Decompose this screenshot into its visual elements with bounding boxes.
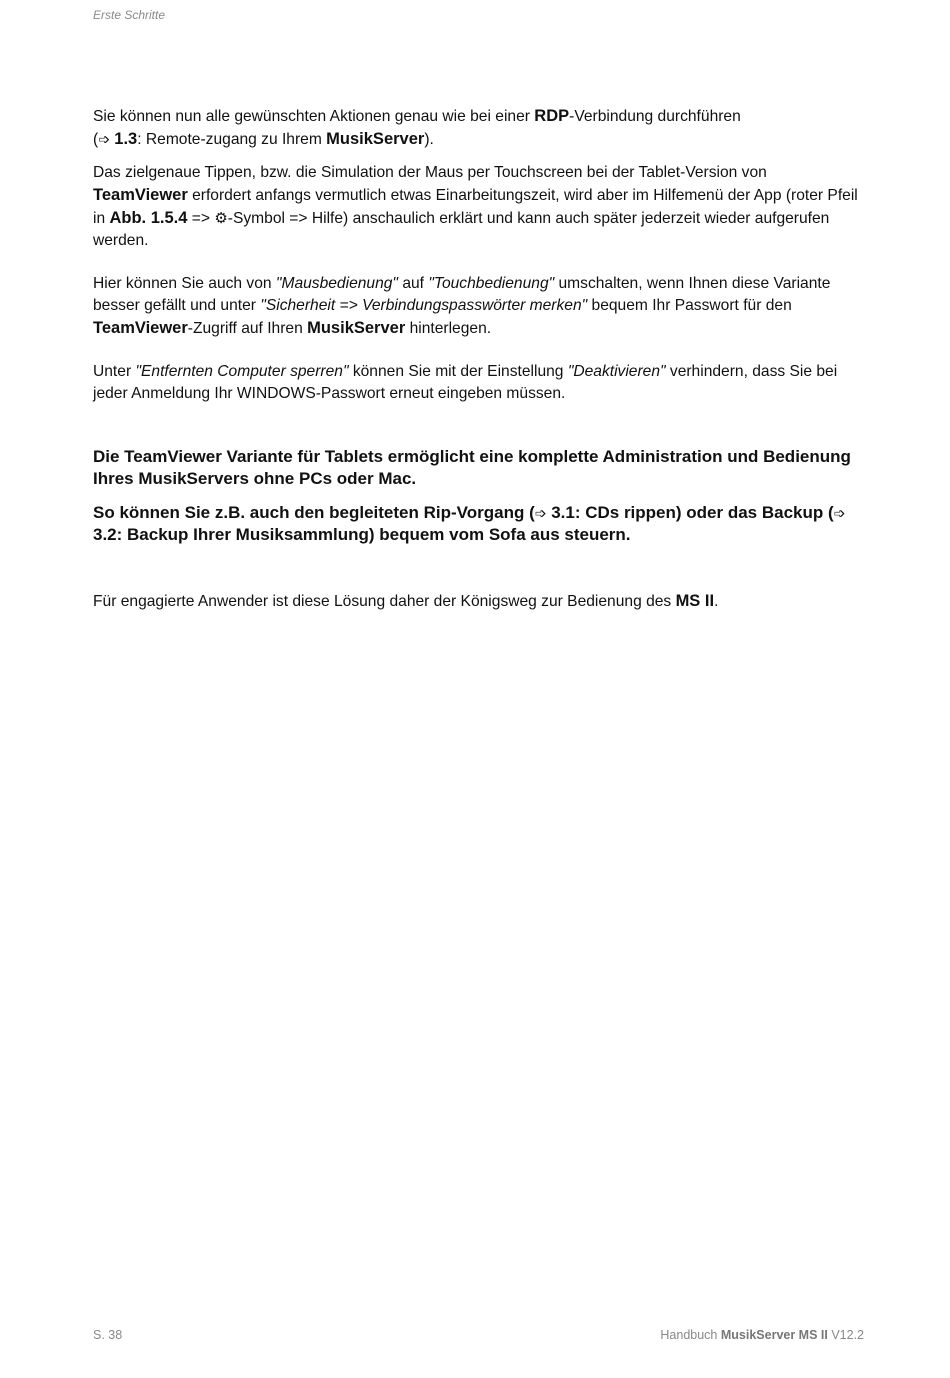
footer-title (660, 1328, 864, 1342)
paragraph-lock (93, 361, 858, 405)
bold-term: TeamViewer (93, 319, 188, 337)
italic-term: "Deaktivieren" (567, 363, 666, 380)
text: Sie können nun alle gewünschten Aktionen genau wie bei einer (93, 108, 535, 125)
text: umschalten, wenn Ihnen diese Variante besser gefällt und unter (93, 275, 831, 314)
text: : Remote-zugang zu Ihrem (137, 131, 327, 148)
text: Das zielgenaue Tippen, bzw. die Simulation der Maus per Touchscreen bei der Tablet-Version von (93, 164, 767, 181)
paragraph-rdp (93, 105, 858, 151)
bold-term: TeamViewer (93, 186, 188, 204)
text: bequem Ihr Passwort für den (587, 297, 792, 314)
arrow-right-icon: ➩ (833, 505, 846, 521)
text: können Sie mit der Einstellung (348, 363, 568, 380)
paragraph-conclusion (93, 590, 858, 613)
italic-term: "Touchbedienung" (428, 275, 555, 292)
arrow-right-icon: ➩ (534, 505, 547, 521)
text: 3.2: Backup Ihrer Musiksammlung) bequem vom Sofa aus steuern. (93, 525, 631, 544)
highlight-administration: Die TeamViewer Variante für Tablets ermöglicht eine komplette Administration und Bedienung Ihres MusikServers ohne PCs oder Mac. (93, 447, 851, 488)
figure-reference: Abb. 1.5.4 (109, 209, 188, 227)
text: hinterlegen. (405, 320, 492, 337)
paragraph-settings (93, 273, 858, 340)
italic-term: "Entfernten Computer sperren" (135, 363, 349, 380)
text: Handbuch (660, 1328, 721, 1342)
bold-term: MusikServer (307, 319, 406, 337)
bold-term: MusikServer (326, 130, 425, 148)
bold-term: MS II (675, 592, 715, 610)
text: => (187, 210, 215, 227)
text: Für engagierte Anwender ist diese Lösung daher der Königsweg zur Bedienung des (93, 593, 676, 610)
text: ( (93, 131, 99, 148)
text: -Zugriff auf Ihren (187, 320, 308, 337)
page-body (93, 105, 858, 613)
product-name: MusikServer MS II (720, 1328, 828, 1342)
page-number: S. 38 (93, 1328, 123, 1342)
text: 3.1: CDs rippen) oder das Backup ( (546, 503, 834, 522)
arrow-right-icon: ➩ (98, 131, 110, 147)
gear-icon: ⚙ (214, 210, 228, 227)
version: V12.2 (827, 1328, 864, 1342)
text: -Symbol => Hilfe) anschaulich erklärt und kann auch später jederzeit wieder aufgerufen werden. (93, 210, 830, 249)
paragraph-touch (93, 162, 858, 252)
text: erfordert anfangs vermutlich etwas Einarbeitungszeit, wird aber im Hilfemenü der App (roter Pfeil in (93, 187, 858, 227)
text: -Verbindung durchführen (569, 108, 741, 125)
text: . (714, 593, 719, 610)
text: Hier können Sie auch von (93, 275, 276, 292)
text: verhindern, dass Sie bei jeder Anmeldung Ihr WINDOWS-Passwort erneut eingeben müssen. (93, 363, 838, 402)
italic-term: "Mausbedienung" (275, 275, 398, 292)
cross-reference: 1.3 (114, 130, 138, 148)
text: auf (397, 275, 429, 292)
running-header: Erste Schritte (93, 8, 166, 22)
text: Unter (93, 363, 136, 380)
text: ). (424, 131, 434, 148)
italic-term: "Sicherheit => Verbindungspasswörter merken" (260, 297, 588, 314)
bold-term: RDP (534, 107, 570, 125)
highlight-sofa (93, 502, 858, 546)
text: So können Sie z.B. auch den begleiteten Rip-Vorgang ( (93, 503, 535, 522)
